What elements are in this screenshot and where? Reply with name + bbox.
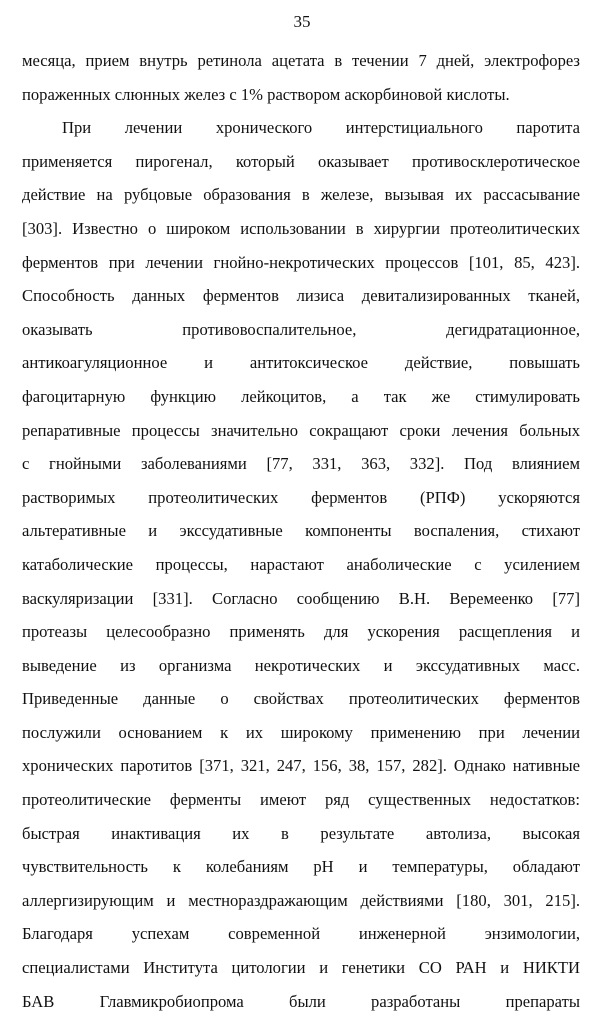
- text-line: протеазы целесообразно применять для ускорения расщепления и: [22, 622, 580, 642]
- text-line: Приведенные данные о свойствах протеолитических ферментов: [22, 689, 580, 709]
- page-number: 35: [293, 12, 311, 31]
- text-line: аллергизирующим и местнораздражающим действиями [180, 301, 215].: [22, 890, 580, 910]
- text-line: специалистами Института цитологии и генетики СО РАН и НИКТИ: [22, 958, 580, 978]
- text-line: оказывать противовоспалительное, дегидратационное,: [22, 319, 580, 339]
- text-line: БАВ Главмикробиопрома были разработаны препараты: [22, 991, 580, 1011]
- text-line: хронических паротитов [371, 321, 247, 156, 38, 157, 282]. Однако нативные: [22, 756, 580, 776]
- text-line: Благодаря успехам современной инженерной энзимологии,: [22, 924, 580, 944]
- text-line: катаболические процессы, нарастают анаболические с усилением: [22, 554, 580, 574]
- text-line: выведение из организма некротических и экссудативных масс.: [22, 655, 580, 675]
- text-line: альтеративные и экссудативные компоненты воспаления, стихают: [22, 521, 580, 541]
- text-line: протеолитические ферменты имеют ряд существенных недостатков:: [22, 790, 580, 810]
- body-text: [22, 44, 580, 1018]
- text-line: применяется пирогенал, который оказывает противосклеротическое: [22, 151, 580, 171]
- text-line: ферментов при лечении гнойно-некротических процессов [101, 85, 423].: [22, 252, 580, 272]
- text-line: с гнойными заболеваниями [77, 331, 363, 332]. Под влиянием: [22, 454, 580, 474]
- text-line: репаративные процессы значительно сокращают сроки лечения больных: [22, 420, 580, 440]
- text-line: фагоцитарную функцию лейкоцитов, а так же стимулировать: [22, 386, 580, 406]
- text-line: месяца, прием внутрь ретинола ацетата в течении 7 дней, электрофорез: [22, 51, 580, 70]
- text-line: быстрая инактивация их в результате автолиза, высокая: [22, 823, 580, 843]
- text-line: послужили основанием к их широкому применению при лечении: [22, 722, 580, 742]
- text-line: антикоагуляционное и антитоксическое действие, повышать: [22, 353, 580, 373]
- text-line: Способность данных ферментов лизиса девитализированных тканей,: [22, 286, 580, 306]
- text-line: растворимых протеолитических ферментов (РПФ) ускоряются: [22, 487, 580, 507]
- text-line: При лечении хронического интерстициального паротита: [62, 118, 580, 138]
- text-line: васкуляризации [331]. Согласно сообщению В.Н. Веремеенко [77]: [22, 588, 580, 608]
- text-line: [303]. Известно о широком использовании в хирургии протеолитических: [22, 218, 580, 238]
- text-line: чувствительность к колебаниям pH и температуры, обладают: [22, 857, 580, 877]
- text-line: действие на рубцовые образования в железе, вызывая их рассасывание: [22, 185, 580, 205]
- text-line: пораженных слюнных желез с 1% раствором аскорбиновой кислоты.: [22, 84, 510, 104]
